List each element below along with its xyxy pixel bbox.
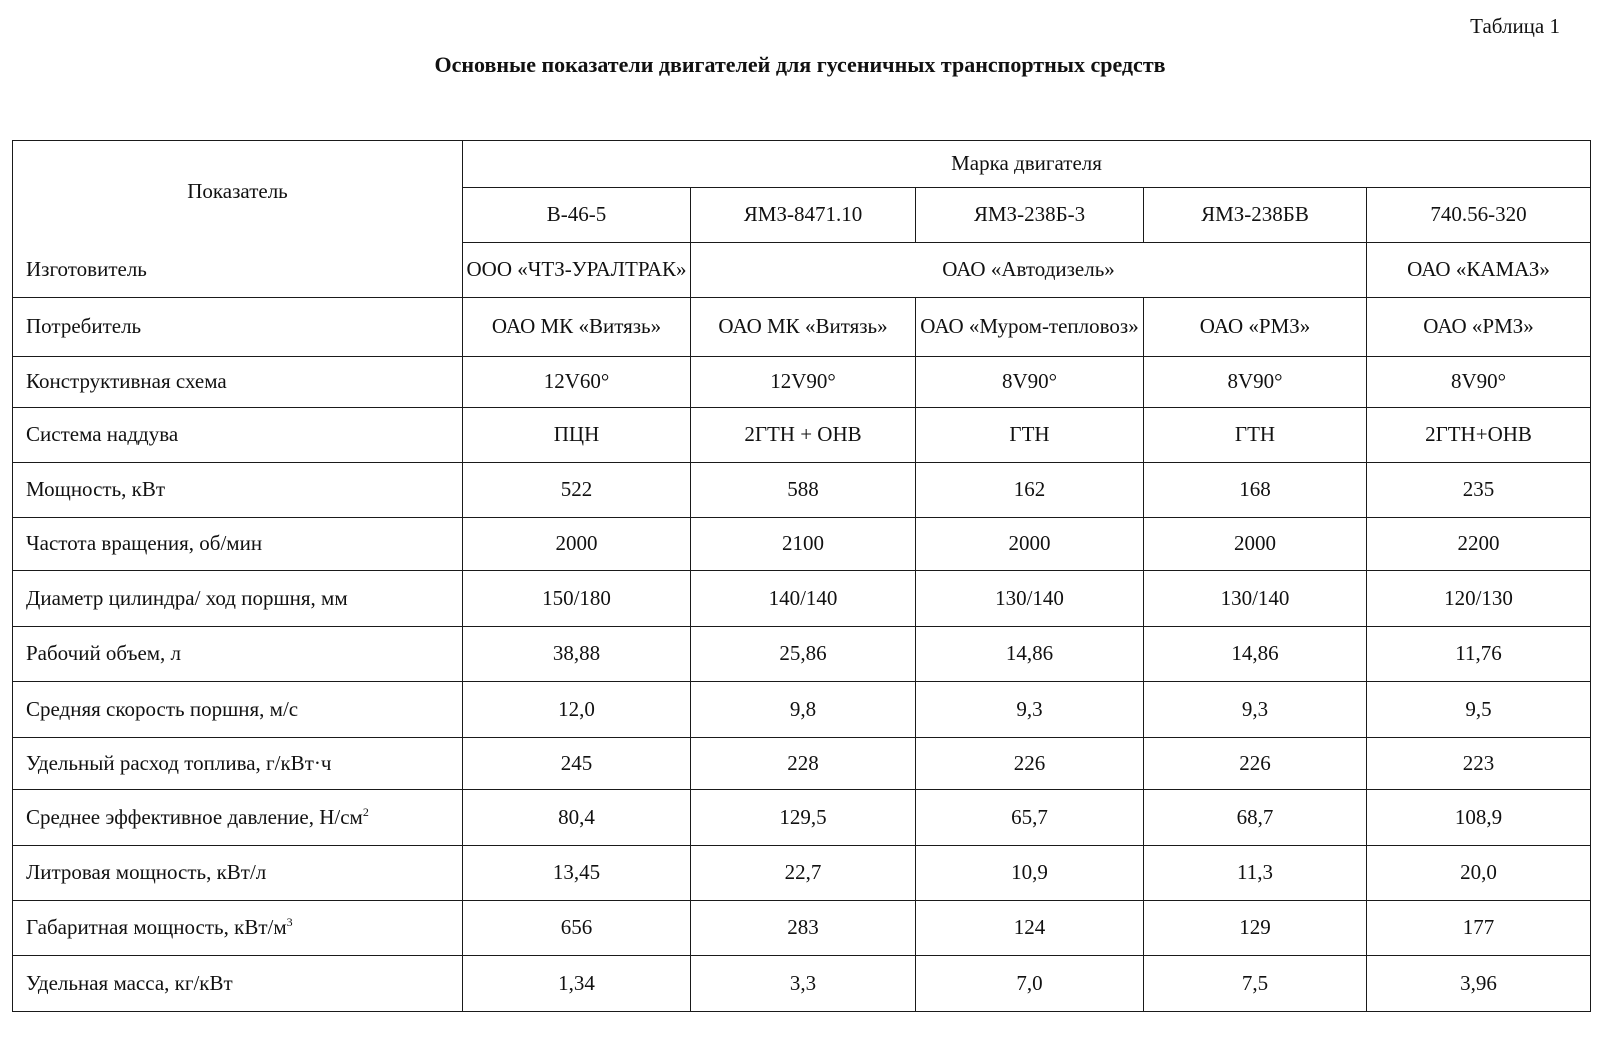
row-label bbox=[13, 846, 463, 901]
value-cell: 150/180 bbox=[463, 571, 691, 627]
consumer-cell: ОАО «РМЗ» bbox=[1144, 298, 1367, 357]
header-engine: В-46-5 bbox=[463, 188, 691, 243]
value-cell: 226 bbox=[916, 738, 1144, 790]
table-row bbox=[13, 463, 1591, 518]
unit-exponent: 3 bbox=[286, 915, 293, 930]
row-label-text: Средняя скорость поршня, м/с bbox=[26, 696, 299, 721]
row-label bbox=[13, 956, 463, 1012]
header-engine: ЯМЗ-238Б-3 bbox=[916, 188, 1144, 243]
header-engine-brand: Марка двигателя bbox=[463, 141, 1591, 188]
row-label bbox=[13, 627, 463, 682]
table-row bbox=[13, 846, 1591, 901]
value-cell: 80,4 bbox=[463, 790, 691, 846]
value-cell: 68,7 bbox=[1144, 790, 1367, 846]
consumer-row bbox=[13, 298, 1591, 357]
value-cell: 656 bbox=[463, 901, 691, 956]
value-cell: 124 bbox=[916, 901, 1144, 956]
value-cell: ПЦН bbox=[463, 408, 691, 463]
table-row bbox=[13, 738, 1591, 790]
consumer-cell: ОАО «Муром-тепловоз» bbox=[916, 298, 1144, 357]
value-cell: 14,86 bbox=[916, 627, 1144, 682]
table-row bbox=[13, 790, 1591, 846]
value-cell: 3,96 bbox=[1367, 956, 1591, 1012]
row-label bbox=[13, 738, 463, 790]
value-cell: 65,7 bbox=[916, 790, 1144, 846]
value-cell: 226 bbox=[1144, 738, 1367, 790]
value-cell: 22,7 bbox=[691, 846, 916, 901]
value-cell: 8V90° bbox=[1367, 357, 1591, 408]
value-cell: 228 bbox=[691, 738, 916, 790]
row-label: Потребитель bbox=[13, 298, 463, 357]
value-cell: 25,86 bbox=[691, 627, 916, 682]
document-title: Основные показатели двигателей для гусеничных транспортных средств bbox=[434, 52, 1166, 77]
consumer-cell: ОАО МК «Витязь» bbox=[691, 298, 916, 357]
row-label: Изготовитель bbox=[13, 243, 463, 298]
value-cell: 120/130 bbox=[1367, 571, 1591, 627]
value-cell: 2000 bbox=[463, 518, 691, 571]
row-label-text: Габаритная мощность, кВт/м bbox=[26, 915, 287, 940]
row-label bbox=[13, 682, 463, 738]
value-cell: ГТН bbox=[1144, 408, 1367, 463]
value-cell: 12V90° bbox=[691, 357, 916, 408]
value-cell: 235 bbox=[1367, 463, 1591, 518]
value-cell: 130/140 bbox=[916, 571, 1144, 627]
value-cell: 162 bbox=[916, 463, 1144, 518]
value-cell: 2000 bbox=[916, 518, 1144, 571]
unit-exponent: 2 bbox=[362, 804, 369, 819]
table-row bbox=[13, 627, 1591, 682]
value-cell: 245 bbox=[463, 738, 691, 790]
value-cell: 9,3 bbox=[1144, 682, 1367, 738]
value-cell: 140/140 bbox=[691, 571, 916, 627]
table-row bbox=[13, 682, 1591, 738]
header-indicator: Показатель bbox=[13, 141, 463, 243]
value-cell: 108,9 bbox=[1367, 790, 1591, 846]
value-cell: 1,34 bbox=[463, 956, 691, 1012]
row-label bbox=[13, 901, 463, 956]
value-cell: 283 bbox=[691, 901, 916, 956]
value-cell: 8V90° bbox=[1144, 357, 1367, 408]
value-cell: 13,45 bbox=[463, 846, 691, 901]
row-label bbox=[13, 518, 463, 571]
row-label bbox=[13, 571, 463, 627]
manufacturer-cell: ОАО «Автодизель» bbox=[691, 243, 1367, 298]
table-row bbox=[13, 956, 1591, 1012]
value-cell: 20,0 bbox=[1367, 846, 1591, 901]
value-cell: 14,86 bbox=[1144, 627, 1367, 682]
consumer-cell: ОАО МК «Витязь» bbox=[463, 298, 691, 357]
manufacturer-cell: ОАО «КАМАЗ» bbox=[1367, 243, 1591, 298]
value-cell: ГТН bbox=[916, 408, 1144, 463]
row-label-text: Удельный расход топлива, г/кВт·ч bbox=[26, 750, 332, 775]
value-cell: 12,0 bbox=[463, 682, 691, 738]
value-cell: 7,0 bbox=[916, 956, 1144, 1012]
value-cell: 522 bbox=[463, 463, 691, 518]
row-label-text: Удельная масса, кг/кВт bbox=[26, 970, 233, 995]
value-cell: 177 bbox=[1367, 901, 1591, 956]
value-cell: 9,5 bbox=[1367, 682, 1591, 738]
value-cell: 9,3 bbox=[916, 682, 1144, 738]
value-cell: 2200 bbox=[1367, 518, 1591, 571]
table-row bbox=[13, 357, 1591, 408]
value-cell: 12V60° bbox=[463, 357, 691, 408]
engine-indicators-table bbox=[12, 140, 1591, 1012]
value-cell: 11,3 bbox=[1144, 846, 1367, 901]
table-row bbox=[13, 571, 1591, 627]
row-label bbox=[13, 357, 463, 408]
value-cell: 8V90° bbox=[916, 357, 1144, 408]
value-cell: 130/140 bbox=[1144, 571, 1367, 627]
value-cell: 10,9 bbox=[916, 846, 1144, 901]
value-cell: 9,8 bbox=[691, 682, 916, 738]
table-row bbox=[13, 518, 1591, 571]
manufacturer-cell: ООО «ЧТЗ-УРАЛТРАК» bbox=[463, 243, 691, 298]
value-cell: 129,5 bbox=[691, 790, 916, 846]
value-cell: 11,76 bbox=[1367, 627, 1591, 682]
value-cell: 3,3 bbox=[691, 956, 916, 1012]
value-cell: 2ГТН+ОНВ bbox=[1367, 408, 1591, 463]
row-label bbox=[13, 790, 463, 846]
row-label-text: Среднее эффективное давление, Н/см bbox=[26, 804, 363, 829]
row-label-text: Рабочий объем, л bbox=[26, 641, 182, 666]
value-cell: 2100 bbox=[691, 518, 916, 571]
table-row bbox=[13, 408, 1591, 463]
value-cell: 38,88 bbox=[463, 627, 691, 682]
row-label bbox=[13, 463, 463, 518]
table-number: Таблица 1 bbox=[1470, 14, 1560, 38]
row-label-text: Частота вращения, об/мин bbox=[26, 531, 263, 556]
header-engine: 740.56-320 bbox=[1367, 188, 1591, 243]
value-cell: 223 bbox=[1367, 738, 1591, 790]
value-cell: 588 bbox=[691, 463, 916, 518]
row-label-text: Литровая мощность, кВт/л bbox=[26, 860, 267, 885]
row-label-text: Конструктивная схема bbox=[26, 369, 227, 394]
manufacturer-row bbox=[13, 243, 1591, 298]
row-label-text: Диаметр цилиндра/ ход поршня, мм bbox=[26, 585, 348, 610]
value-cell: 129 bbox=[1144, 901, 1367, 956]
row-label bbox=[13, 408, 463, 463]
value-cell: 2000 bbox=[1144, 518, 1367, 571]
row-label-text: Система наддува bbox=[26, 422, 179, 447]
consumer-cell: ОАО «РМЗ» bbox=[1367, 298, 1591, 357]
value-cell: 2ГТН + ОНВ bbox=[691, 408, 916, 463]
table-row bbox=[13, 901, 1591, 956]
value-cell: 168 bbox=[1144, 463, 1367, 518]
value-cell: 7,5 bbox=[1144, 956, 1367, 1012]
header-engine: ЯМЗ-8471.10 bbox=[691, 188, 916, 243]
header-engine: ЯМЗ-238БВ bbox=[1144, 188, 1367, 243]
row-label-text: Мощность, кВт bbox=[26, 477, 166, 502]
